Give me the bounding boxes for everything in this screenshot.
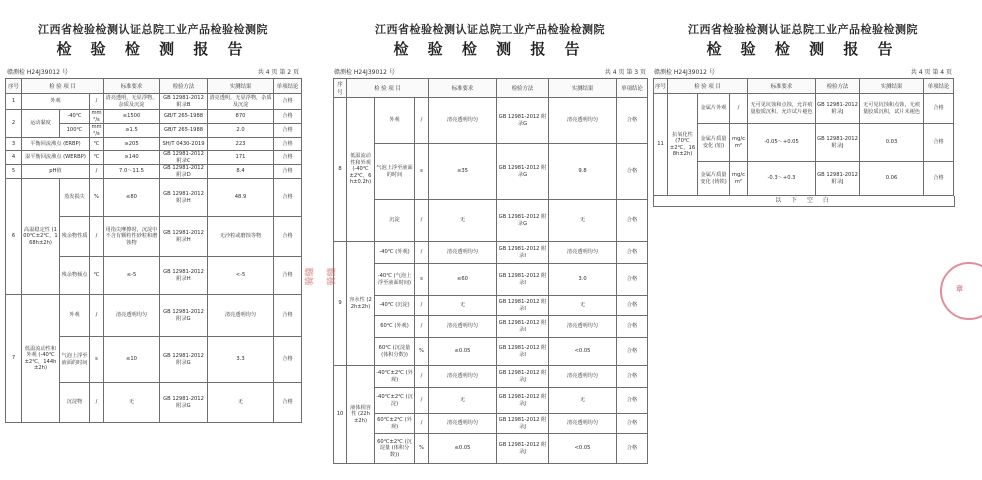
col-header: 实测结果 <box>860 79 924 94</box>
blank-below-note: 以 下 空 白 <box>653 196 955 207</box>
table-row: 10 液体相容性 (22h±2h) -40℃±2℃ (外观) / 清亮透明均匀 GB 12981-2012 附录J 清亮透明均匀 合格 <box>334 366 648 388</box>
org-name: 江西省检验检测认证总院工业产品检验检测院 <box>375 23 605 36</box>
report-title: 检 验 检 测 报 告 <box>393 40 587 58</box>
org-name: 江西省检验检测认证总院工业产品检验检测院 <box>688 23 918 36</box>
table-row: 9 容水性 (22h±2h) -40℃ (外观) / 清亮透明均匀 GB 12981-2012 附录I 清亮透明均匀 合格 <box>334 242 648 264</box>
org-name: 江西省检验检测认证总院工业产品检验检测院 <box>38 23 268 36</box>
table-row: 残余物倾点 ℃ ≤-5 GB 12981-2012 附录H <-5 合格 <box>6 257 302 295</box>
table-row: -40℃ (沉淀) / 无 GB 12981-2012 附录I 无 合格 <box>334 296 648 316</box>
col-header: 检 验 项 目 <box>22 79 104 94</box>
table-row: 4 湿平衡回流沸点 (WERBP) ℃ ≥140 GB 12981-2012 附录C 171 合格 <box>6 151 302 165</box>
col-header: 标准要求 <box>104 79 160 94</box>
col-header: 单项结论 <box>274 79 302 94</box>
report-page-2 <box>3 18 303 466</box>
report-title: 检 验 检 测 报 告 <box>56 40 250 58</box>
table-row: 8 低温流动性和外观 (-40℃±2℃，6h±0.2h) 外观 / 清亮透明均匀 GB 12981-2012 附录G 清亮透明均匀 合格 <box>334 98 648 144</box>
report-title: 检 验 检 测 报 告 <box>706 40 900 58</box>
table-row: -40℃ (气泡上浮至液面时间) s ≤60 GB 12981-2012 附录I 3.0 合格 <box>334 264 648 296</box>
report-meta <box>330 67 650 76</box>
table-row: 60℃ (沉淀量 (体积分数)) % ≤0.05 GB 12981-2012 附录I <0.05 合格 <box>334 338 648 366</box>
seal-edge-mark: 骑缝 <box>327 267 338 286</box>
table-row: 残余物性质 / 用指尖摩擦时，沉淀中不含有颗粒性砂粒和磨蚀物 GB 12981-2012 附录H 无沙粒或磨蚀等物 合格 <box>6 217 302 257</box>
report-page-3 <box>330 18 650 468</box>
col-header: 序号 <box>334 79 347 98</box>
table-row: 6 高温稳定性 (100℃±2℃，168h±2h) 蒸发损失 % ≤80 GB 12981-2012 附录H 48.9 合格 <box>6 179 302 217</box>
table-row: 沉淀 / 无 GB 12981-2012 附录G 无 合格 <box>334 200 648 242</box>
col-header: 检验方法 <box>497 79 549 98</box>
table-row: 气泡上浮至液面的时间 s ≤10 GB 12981-2012 附录G 3.3 合格 <box>6 337 302 383</box>
report-meta <box>650 67 956 76</box>
col-header: 检验方法 <box>816 79 860 94</box>
col-header: 序号 <box>654 79 668 94</box>
col-header: 单项结论 <box>617 79 648 98</box>
results-table <box>653 78 954 196</box>
col-header: 检 验 项 目 <box>668 79 748 94</box>
table-row: 5 pH值 / 7.0～11.5 GB 12981-2012 附录D 8.4 合格 <box>6 165 302 179</box>
table-row: 60℃ (外观) / 清亮透明均匀 GB 12981-2012 附录I 清亮透明均匀 合格 <box>334 316 648 338</box>
col-header: 标准要求 <box>748 79 816 94</box>
results-table <box>333 78 648 464</box>
table-row: 2 运动黏度 -40℃ mm²/s ≤1500 GB/T 265-1988 870 合格 <box>6 110 302 124</box>
table-row: 60℃±2℃ (沉淀量 (体积分数)) % ≤0.05 GB 12981-2012 附录J <0.05 合格 <box>334 434 648 464</box>
report-page-4 <box>650 18 956 213</box>
col-header: 检验方法 <box>160 79 208 94</box>
table-row: 金属片质量变化 (铝) mg/cm² -0.05～+0.05 GB 12981-2012 附录J 0.03 合格 <box>654 124 954 162</box>
report-number: 赣测检 H24J39012 号 <box>7 69 68 76</box>
table-row: 7 低温流动性和外观 (-40℃±2℃，144h±2h) 外观 / 清亮透明均匀 GB 12981-2012 附录G 清亮透明均匀 合格 <box>6 295 302 337</box>
table-row: 1 外观 / 清亮透明，无显浮物，杂质及沉淀 GB 12981-2012 附录B 清亮透明，无显浮物，杂质及沉淀 合格 <box>6 94 302 110</box>
table-header <box>334 79 648 98</box>
report-number: 赣测检 H24J39012 号 <box>334 69 395 76</box>
table-row: 气泡上浮至液面的时间 s ≤35 GB 12981-2012 附录G 9.8 合格 <box>334 144 648 200</box>
table-row: 金属片质量变化 (铸铁) mg/cm² -0.3～+0.3 GB 12981-2012 附录J 0.06 合格 <box>654 162 954 196</box>
seal-edge-mark: 骑缝 <box>305 267 316 286</box>
red-seal-stamp: 章 <box>940 262 982 320</box>
col-header: 单项结论 <box>924 79 954 94</box>
col-header: 标准要求 <box>429 79 497 98</box>
table-header <box>6 79 302 94</box>
report-number: 赣测检 H24J39012 号 <box>654 69 715 76</box>
page-indicator: 共 4 页 第 4 页 <box>910 69 952 76</box>
col-header: 实测结果 <box>208 79 274 94</box>
table-row: 沉淀物 / 无 GB 12981-2012 附录G 无 合格 <box>6 383 302 423</box>
table-header <box>654 79 954 94</box>
table-row: -40℃±2℃ (沉淀) / 无 GB 12981-2012 附录J 无 合格 <box>334 388 648 414</box>
results-table <box>5 78 302 423</box>
table-row: 11 抗氧化性 (70℃±2℃，168h±2h) 金属片外观 / 无可见坑蚀和点蚀，允许痕量胶质沉积，允许试片褪色 GB 12981-2012 附录J 无可见坑蚀和点蚀，无痕量胶质沉积，试片未褪色 合格 <box>654 94 954 124</box>
page-indicator: 共 4 页 第 3 页 <box>604 69 646 76</box>
col-header: 检 验 项 目 <box>347 79 429 98</box>
col-header: 序号 <box>6 79 22 94</box>
col-header: 实测结果 <box>549 79 617 98</box>
page-indicator: 共 4 页 第 2 页 <box>257 69 299 76</box>
report-meta <box>3 67 303 76</box>
table-row: 60℃±2℃ (外观) / 清亮透明均匀 GB 12981-2012 附录J 清亮透明均匀 合格 <box>334 414 648 434</box>
table-row: 3 平衡回流沸点 (ERBP) ℃ ≥205 SH/T 0430-2019 223 合格 <box>6 138 302 151</box>
table-row: 100℃ mm²/s ≥1.5 GB/T 265-1988 2.0 合格 <box>6 124 302 138</box>
